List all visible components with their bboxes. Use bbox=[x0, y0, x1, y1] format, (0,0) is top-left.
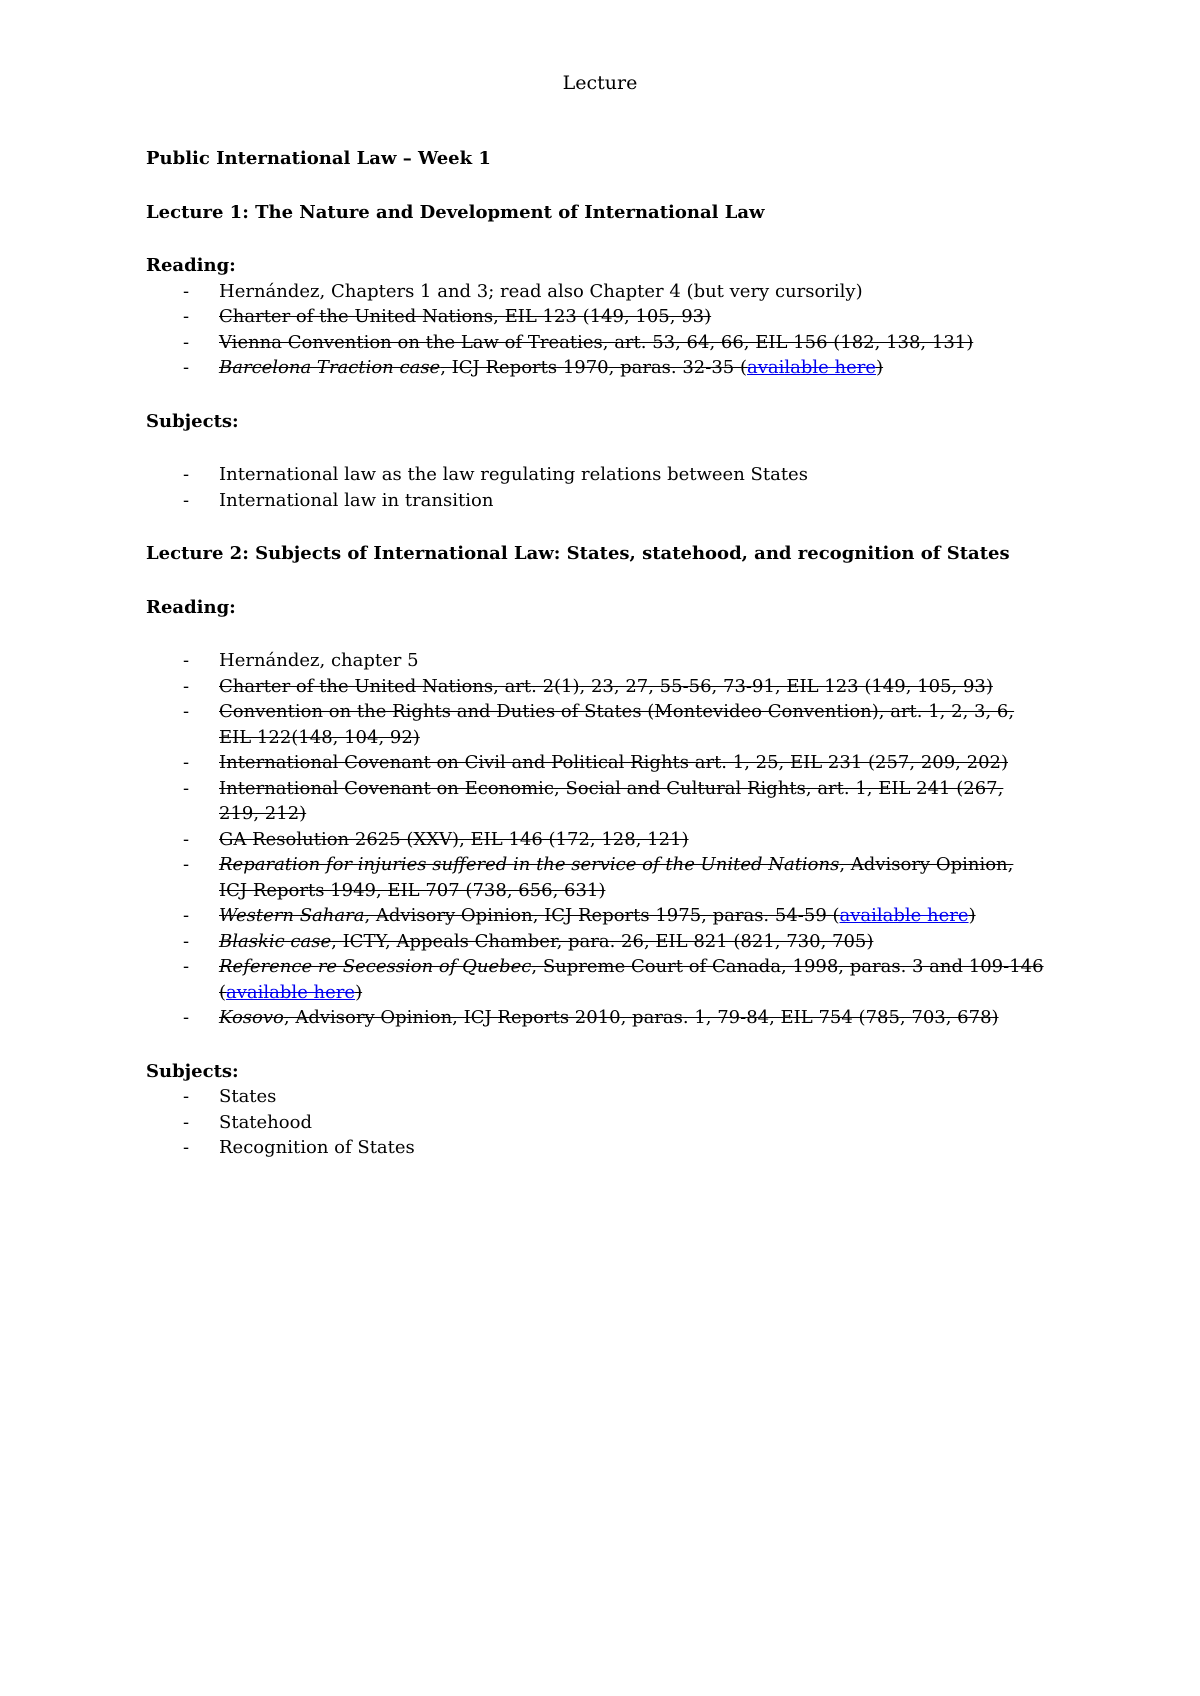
list-bullet: - bbox=[183, 956, 190, 977]
list-item: - States bbox=[146, 1084, 1046, 1110]
list-item: - Reference re Secession of Quebec, Supreme Court of Canada, 1998, paras. 3 and 109-146 (available here) bbox=[183, 956, 1044, 1003]
list-item: - Barcelona Traction case, ICJ Reports 1970, paras. 32-35 (available here) bbox=[146, 355, 1046, 381]
list-bullet: - bbox=[183, 777, 190, 799]
lecture2-heading: Lecture 2: Subjects of International Law: States, statehood, and recognition of States bbox=[146, 543, 1010, 564]
list-item: - Hernández, Chapters 1 and 3; read also Chapter 4 (but very cursorily) bbox=[146, 279, 1046, 305]
lecture1-subjects-list bbox=[146, 462, 1046, 513]
list-item: - Western Sahara, Advisory Opinion, ICJ Reports 1975, paras. 54-59 (available here) bbox=[146, 903, 1046, 929]
list-item: - Statehood bbox=[146, 1110, 1046, 1136]
list-item: - Hernández, chapter 5 bbox=[146, 648, 1046, 674]
list-bullet: - bbox=[183, 905, 190, 926]
list-bullet: - bbox=[183, 752, 190, 773]
list-bullet: - bbox=[183, 650, 190, 671]
document-title: Public International Law – Week 1 bbox=[146, 148, 491, 169]
list-item: - International law as the law regulating relations between States bbox=[146, 462, 1046, 488]
list-item: - International Covenant on Economic, Social and Cultural Rights, art. 1, EIL 241 (267, 219, 212) bbox=[183, 777, 1004, 824]
lecture2-reading-label: Reading: bbox=[146, 596, 236, 618]
list-item: - International Covenant on Civil and Political Rights art. 1, 25, EIL 231 (257, 209, 202) bbox=[146, 750, 1046, 776]
list-bullet: - bbox=[183, 854, 190, 875]
document-body bbox=[146, 146, 1046, 1161]
list-bullet: - bbox=[183, 357, 190, 378]
available-here-link[interactable]: available here bbox=[747, 357, 877, 378]
list-item: - Convention on the Rights and Duties of States (Montevideo Convention), art. 1, 2, 3, 6, EIL 122(148, 104, 92) bbox=[183, 701, 1015, 748]
list-item: - Kosovo, Advisory Opinion, ICJ Reports 2010, paras. 1, 79-84, EIL 754 (785, 703, 678) bbox=[146, 1005, 1046, 1031]
list-item: - GA Resolution 2625 (XXV), EIL 146 (172, 128, 121) bbox=[146, 827, 1046, 853]
list-item: - Charter of the United Nations, EIL 123 (149, 105, 93) bbox=[146, 304, 1046, 330]
list-bullet: - bbox=[183, 489, 190, 511]
lecture1-reading-label: Reading: bbox=[146, 255, 236, 276]
list-bullet: - bbox=[183, 331, 190, 353]
list-item: - Vienna Convention on the Law of Treaties, art. 53, 64, 66, EIL 156 (182, 138, 131) bbox=[146, 330, 1046, 356]
list-bullet: - bbox=[183, 701, 190, 722]
lecture1-heading: Lecture 1: The Nature and Development of International Law bbox=[146, 201, 765, 223]
list-item: - Reparation for injuries suffered in the service of the United Nations, Advisory Opinion, ICJ Reports 1949, EIL 707 (738, 656, 631) bbox=[183, 854, 1014, 901]
available-here-link[interactable]: available here bbox=[839, 905, 969, 926]
list-bullet: - bbox=[183, 930, 190, 952]
list-bullet: - bbox=[183, 1007, 190, 1028]
lecture1-subjects-label: Subjects: bbox=[146, 410, 239, 432]
list-item: - International law in transition bbox=[146, 488, 1046, 514]
lecture1-reading-list bbox=[146, 279, 1046, 381]
list-bullet: - bbox=[183, 280, 190, 302]
available-here-link[interactable]: available here bbox=[226, 981, 356, 1003]
list-bullet: - bbox=[183, 1137, 190, 1158]
list-bullet: - bbox=[183, 675, 190, 697]
list-bullet: - bbox=[183, 1086, 190, 1107]
lecture2-subjects-list bbox=[146, 1084, 1046, 1161]
list-bullet: - bbox=[183, 828, 190, 850]
lecture2-reading-list bbox=[146, 648, 1046, 1031]
list-item: - Blaskic case, ICTY, Appeals Chamber, para. 26, EIL 821 (821, 730, 705) bbox=[146, 929, 1046, 955]
list-bullet: - bbox=[183, 306, 190, 327]
list-item: - Charter of the United Nations, art. 2(1), 23, 27, 55-56, 73-91, EIL 123 (149, 105, 93) bbox=[146, 674, 1046, 700]
list-bullet: - bbox=[183, 1111, 190, 1133]
lecture2-subjects-label: Subjects: bbox=[146, 1060, 239, 1082]
list-bullet: - bbox=[183, 464, 190, 485]
list-item: - Recognition of States bbox=[146, 1135, 1046, 1161]
page-header: Lecture bbox=[562, 72, 638, 94]
